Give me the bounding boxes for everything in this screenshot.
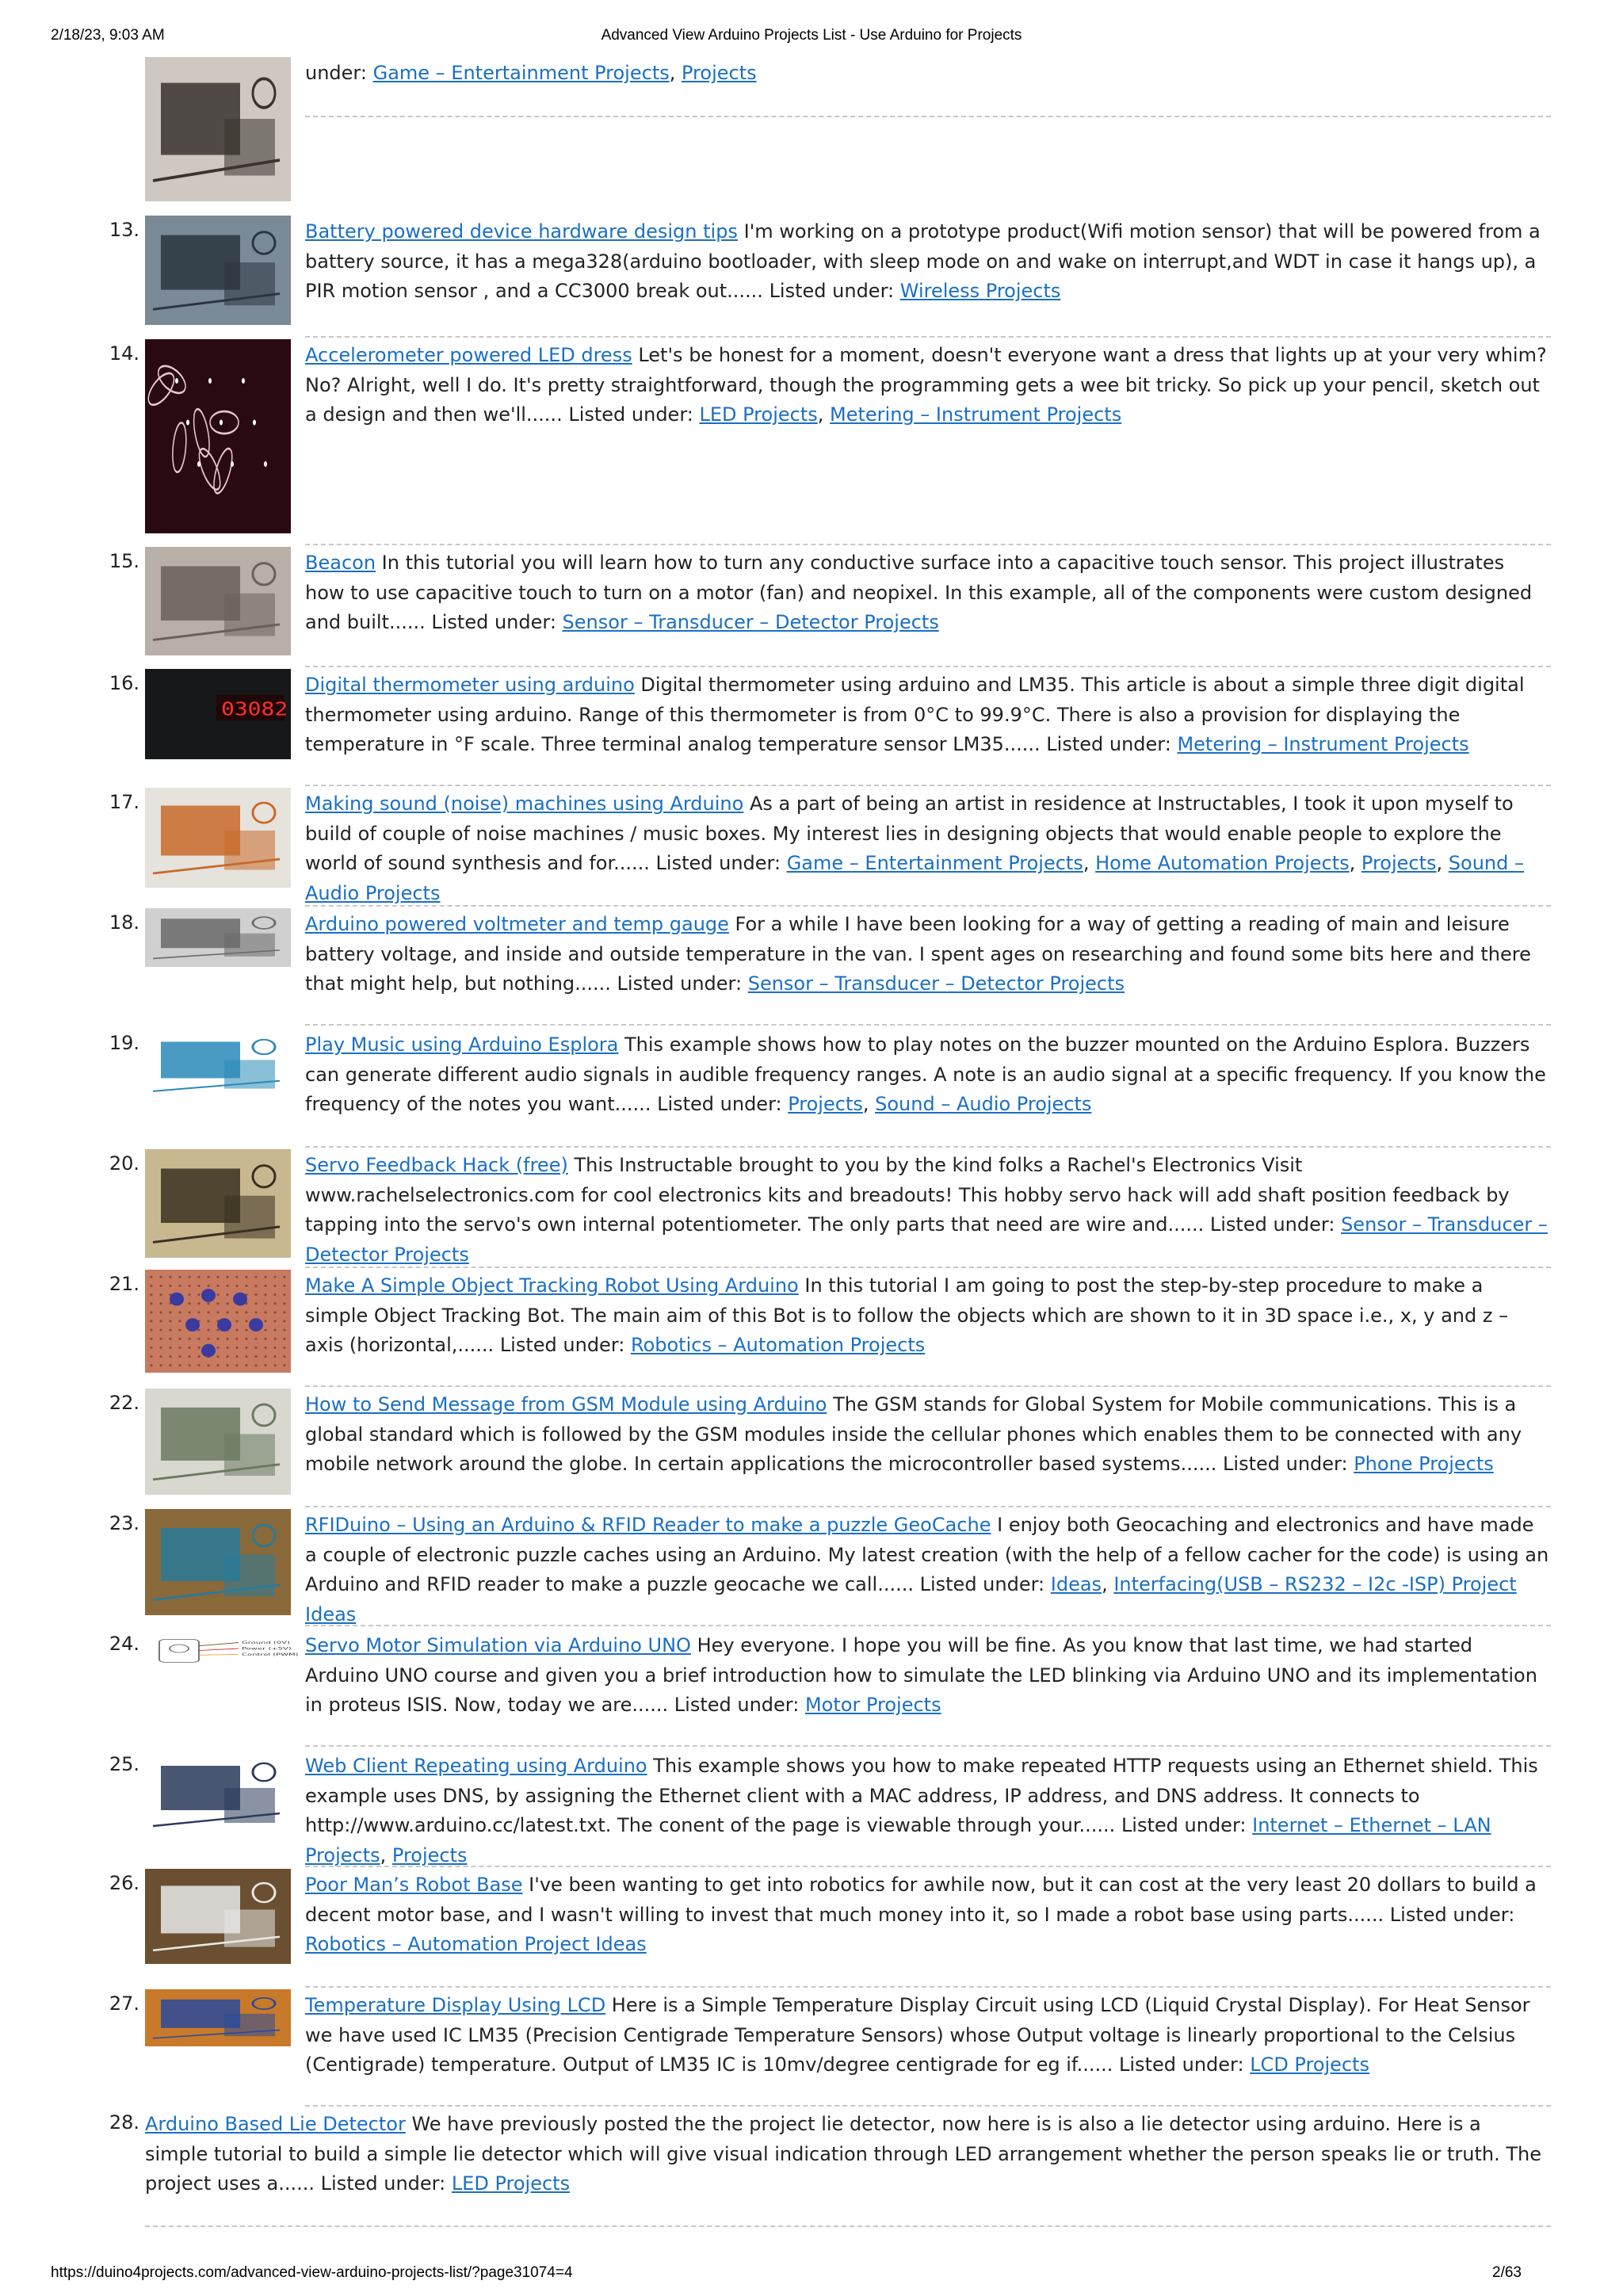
- category-separator: ,: [1349, 852, 1361, 875]
- category-link-interfacing-usb-rs232-i2c-isp-project-ideas[interactable]: Interfacing(USB – RS232 – I2c -ISP) Project Ideas: [305, 1573, 1517, 1626]
- svg-text:03082: 03082: [221, 699, 288, 720]
- item-number: 18.: [109, 911, 139, 934]
- item-separator: [305, 336, 1551, 338]
- item-text: [305, 217, 1549, 307]
- item-text: [305, 789, 1549, 908]
- category-separator: ,: [817, 403, 831, 426]
- category-link-projects[interactable]: Projects: [682, 62, 757, 84]
- item-separator: [145, 2225, 1551, 2227]
- project-title-link[interactable]: Servo Feedback Hack (free): [305, 1154, 568, 1176]
- perfboard-photo-icon[interactable]: [145, 1270, 291, 1373]
- project-title-link[interactable]: Making sound (noise) machines using Arduino: [305, 793, 744, 815]
- item-number: 22.: [109, 1392, 139, 1414]
- item-number: 21.: [109, 1273, 139, 1295]
- servo-diagram-icon[interactable]: [145, 1629, 299, 1675]
- project-description: Hey everyone. I hope you will be fine. As you know that last time, we had started Arduino UNO course and given you a brief introduction how to simulate the LED blinking via Arduino UNO and its implementation in proteus ISIS. Now, today we are...... Listed under:: [305, 1634, 1537, 1717]
- item-text: [145, 2110, 1549, 2199]
- category-link-projects[interactable]: Projects: [391, 1843, 468, 1866]
- item-separator: [305, 1024, 1551, 1026]
- breadboard-photo-icon[interactable]: [145, 547, 291, 655]
- category-link-phone-projects[interactable]: Phone Projects: [1354, 1453, 1494, 1476]
- project-description: This example shows how to play notes on the buzzer mounted on the Arduino Esplora. Buzzers can generate different audio signals in audible frequency ranges. A note is an audio signal at a specific frequency. If you know the frequency of the notes you want...... Listed under:: [305, 1033, 1546, 1116]
- item-number: 25.: [109, 1753, 139, 1775]
- item-text: [305, 1631, 1549, 1721]
- category-link-wireless-projects[interactable]: Wireless Projects: [899, 280, 1061, 303]
- gsm-module-photo-icon[interactable]: [145, 1389, 291, 1495]
- svg-text:Power (+5V): Power (+5V): [242, 1646, 292, 1651]
- robot-arm-photo-icon[interactable]: [145, 57, 291, 201]
- category-link-led-projects[interactable]: LED Projects: [699, 403, 818, 426]
- category-separator: ,: [862, 1093, 876, 1116]
- category-link-motor-projects[interactable]: Motor Projects: [804, 1694, 941, 1717]
- project-title-link[interactable]: Web Client Repeating using Arduino: [305, 1755, 647, 1777]
- category-separator: ,: [1083, 852, 1096, 875]
- item-text: [305, 1991, 1549, 2080]
- item-separator: [305, 1866, 1551, 1867]
- project-description: As a part of being an artist in residence at Instructables, I took it upon myself to build of couple of noise machines / music boxes. My interest lies in designing objects that would enable people to explore the world of sound synthesis and for...... Listed under:: [305, 793, 1514, 875]
- item-separator: [305, 1266, 1551, 1268]
- category-link-projects[interactable]: Projects: [1361, 852, 1437, 875]
- print-page-title: Advanced View Arduino Projects List - Use Arduino for Projects: [601, 27, 1022, 44]
- item-text: [305, 1151, 1549, 1270]
- item-text: [305, 1030, 1549, 1120]
- led-dress-photo-icon[interactable]: [145, 339, 291, 533]
- project-title-link[interactable]: Digital thermometer using arduino: [305, 674, 635, 696]
- project-description: Digital thermometer using arduino and LM35. This article is about a simple three digit digital thermometer using arduino. Range of this thermometer is from 0°C to 99.9°C. There is also a provision for displaying the temperature in °F scale. Three terminal analog temperature sensor LM35...... Listed under:: [305, 674, 1525, 756]
- project-title-link[interactable]: How to Send Message from GSM Module using Arduino: [305, 1393, 827, 1415]
- project-title-link[interactable]: Arduino Based Lie Detector: [145, 2113, 406, 2135]
- category-link-metering-instrument-projects[interactable]: Metering – Instrument Projects: [1177, 733, 1469, 756]
- category-link-sensor-transducer-detector-projects[interactable]: Sensor – Transducer – Detector Projects: [747, 972, 1125, 995]
- item-number: 23.: [109, 1512, 139, 1534]
- item-number: 28.: [109, 2111, 139, 2134]
- voltmeter-photo-icon[interactable]: [145, 908, 291, 967]
- project-description: I've been wanting to get into robotics for awhile now, but it can cost at the very least 20 dollars to build a decent motor base, and I wasn't willing to invest that much money into it, so I made a robot base using parts...... Listed under:: [305, 1874, 1537, 1926]
- category-link-home-automation-projects[interactable]: Home Automation Projects: [1095, 852, 1350, 875]
- category-link-sensor-transducer-detector-projects[interactable]: Sensor – Transducer – Detector Projects: [562, 611, 939, 634]
- item-separator: [305, 905, 1551, 907]
- project-title-link[interactable]: Battery powered device hardware design tips: [305, 220, 738, 243]
- category-link-metering-instrument-projects[interactable]: Metering – Instrument Projects: [830, 403, 1122, 426]
- project-description: The GSM stands for Global System for Mobile communications. This is a global standard which is followed by the GSM modules inside the cellular phones which enables them to be connected with any mobile network around the globe. In certain applications the microcontroller based systems...... Listed under:: [305, 1393, 1522, 1476]
- project-description: I enjoy both Geocaching and electronics and have made a couple of electronic puzzle caches using an Arduino. My latest creation (with the help of a fellow cacher for the code) is using an Arduino and RFID reader to make a puzzle geocache we call...... Listed under:: [305, 1514, 1549, 1596]
- category-link-sound-audio-projects[interactable]: Sound – Audio Projects: [875, 1093, 1092, 1116]
- item-number: 15.: [109, 550, 139, 572]
- category-separator: ,: [669, 62, 682, 84]
- print-datetime: 2/18/23, 9:03 AM: [51, 27, 165, 44]
- project-description: Here is a Simple Temperature Display Circuit using LCD (Liquid Crystal Display). For Heat Sensor we have used IC LM35 (Precision Centigrade Temperature Sensors) whose Output voltage is linearly proportional to the Celsius (Centigrade) temperature. Output of LM35 IC is 10mv/degree centigrade for eg if...... Listed under:: [305, 1994, 1530, 2076]
- category-separator: ,: [1102, 1573, 1114, 1596]
- rfid-box-photo-icon[interactable]: [145, 1509, 291, 1615]
- item-separator: [305, 1146, 1551, 1148]
- item-number: 16.: [109, 672, 139, 694]
- robot-base-photo-icon[interactable]: [145, 1869, 291, 1964]
- item-number: 20.: [109, 1152, 139, 1175]
- print-footer: [51, 2264, 1572, 2288]
- item-text: [305, 341, 1549, 430]
- project-title-link[interactable]: Servo Motor Simulation via Arduino UNO: [305, 1634, 691, 1656]
- item-number: 24.: [109, 1633, 139, 1655]
- category-link-projects[interactable]: Projects: [788, 1093, 863, 1116]
- item-text: [305, 548, 1549, 638]
- category-link-lcd-projects[interactable]: LCD Projects: [1250, 2053, 1370, 2076]
- seven-segment-display-photo-icon[interactable]: [145, 669, 291, 759]
- category-link-robotics-automation-project-ideas[interactable]: Robotics – Automation Project Ideas: [305, 1933, 647, 1956]
- item-number: 14.: [109, 342, 139, 365]
- noise-machine-photo-icon[interactable]: [145, 788, 291, 888]
- category-link-game-entertainment-projects[interactable]: Game – Entertainment Projects: [372, 62, 670, 84]
- category-separator: ,: [1436, 852, 1449, 875]
- item-text: [305, 1870, 1549, 1960]
- item-text: [305, 1390, 1549, 1480]
- item-text: [305, 670, 1549, 760]
- item-separator: [305, 785, 1551, 786]
- item-text: [305, 1752, 1549, 1870]
- project-description: This Instructable brought to you by the kind folks a Rachel's Electronics Visit www.rachelselectronics.com for cool electronics kits and breadouts! This hobby servo hack will add shaft position feedback by tapping into the servo's own internal potentiometer. The only parts that need are wire and...... Listed under:: [305, 1154, 1510, 1236]
- project-description: This example shows you how to make repeated HTTP requests using an Ethernet shield. This example uses DNS, by assigning the Ethernet client with a MAC address, IP address, and DNS address. It connects to http://www.arduino.cc/latest.txt. The conent of the page is viewable through your...... Listed under:: [305, 1755, 1538, 1837]
- esplora-board-photo-icon[interactable]: [145, 1029, 291, 1102]
- item-separator: [305, 1625, 1551, 1626]
- item-separator: [305, 1745, 1551, 1747]
- project-description: In this tutorial I am going to post the step-by-step procedure to make a simple Object Tracking Bot. The main aim of this Bot is to follow the objects which are shown to it in 3D space i.e., x, y and z – axis (horizontal,...... Listed under:: [305, 1274, 1509, 1357]
- item-number: 13.: [109, 219, 139, 241]
- item-separator: [305, 1506, 1551, 1507]
- category-link-game-entertainment-projects[interactable]: Game – Entertainment Projects: [786, 852, 1083, 875]
- project-title-link[interactable]: Accelerometer powered LED dress: [305, 344, 632, 366]
- category-link-sound-audio-projects[interactable]: Sound – Audio Projects: [305, 852, 1524, 904]
- fragment-prefix: under:: [305, 62, 373, 84]
- print-page-number: 2/63: [1492, 2264, 1522, 2281]
- project-title-link[interactable]: Poor Man’s Robot Base: [305, 1874, 523, 1896]
- lcd-circuit-photo-icon[interactable]: [145, 1989, 291, 2046]
- item-number: 17.: [109, 791, 139, 813]
- item-number: 26.: [109, 1872, 139, 1894]
- category-separator: ,: [380, 1843, 392, 1866]
- category-link-robotics-automation-projects[interactable]: Robotics – Automation Projects: [630, 1334, 926, 1357]
- item-separator: [305, 666, 1551, 667]
- project-description: I'm working on a prototype product(Wifi motion sensor) that will be powered from a battery source, it has a mega328(arduino bootloader, with sleep mode on and wake on interrupt,and WDT in case it hangs up), a PIR motion sensor , and a CC3000 break out...... Listed under:: [305, 220, 1541, 303]
- project-description: Let's be honest for a moment, doesn't everyone want a dress that lights up at your very whim? No? Alright, well I do. It's pretty straightforward, though the programming gets a wee bit tricky. So pick up your pencil, sketch out a design and then we'll...... Listed under:: [305, 344, 1547, 426]
- item-separator: [305, 544, 1551, 545]
- item-text: [305, 1511, 1549, 1629]
- svg-text:Ground (0V): Ground (0V): [242, 1641, 290, 1645]
- item-text: [305, 910, 1549, 999]
- category-link-sensor-transducer-detector-projects[interactable]: Sensor – Transducer – Detector Projects: [305, 1213, 1548, 1266]
- print-url: https://duino4projects.com/advanced-view-arduino-projects-list/?page31074=4: [51, 2264, 573, 2281]
- item-text: [305, 59, 1549, 89]
- project-title-link[interactable]: Temperature Display Using LCD: [305, 1994, 606, 2016]
- item-separator: [305, 2105, 1551, 2107]
- circuit-board-photo-icon[interactable]: [145, 216, 291, 325]
- print-header: [51, 27, 1572, 51]
- item-separator: [305, 116, 1551, 117]
- project-title-link[interactable]: Make A Simple Object Tracking Robot Using Arduino: [305, 1274, 799, 1297]
- multimeter-photo-icon[interactable]: [145, 1149, 291, 1258]
- project-title-link[interactable]: Beacon: [305, 552, 376, 574]
- project-description: In this tutorial you will learn how to turn any conductive surface into a capacitive touch sensor. This project illustrates how to use capacitive touch to turn on a motor (fan) and neopixel. In this example, all of the components were custom designed and built...... Listed under:: [305, 552, 1533, 634]
- project-title-link[interactable]: RFIDuino – Using an Arduino & RFID Reader to make a puzzle GeoCache: [305, 1514, 991, 1536]
- item-separator: [305, 1385, 1551, 1387]
- item-number: 19.: [109, 1032, 139, 1054]
- category-link-led-projects[interactable]: LED Projects: [451, 2172, 571, 2195]
- ethernet-shield-photo-icon[interactable]: [145, 1750, 291, 1839]
- item-text: [305, 1271, 1549, 1361]
- category-link-ideas[interactable]: Ideas: [1050, 1573, 1102, 1596]
- category-link-internet-ethernet-lan-projects[interactable]: Internet – Ethernet – LAN Projects: [305, 1814, 1491, 1866]
- item-separator: [305, 1986, 1551, 1988]
- project-description: We have previously posted the the project lie detector, now here is is also a lie detector using arduino. Here is a simple tutorial to build a simple lie detector which will give visual indication through LED arrangement whether the person speaks lie or truth. The project uses a...... Listed under:: [145, 2113, 1541, 2195]
- item-number: 27.: [109, 1992, 139, 2015]
- project-title-link[interactable]: Play Music using Arduino Esplora: [305, 1033, 619, 1056]
- project-description: For a while I have been looking for a way of getting a reading of main and leisure battery voltage, and inside and outside temperature in the van. I spent ages on researching and found some bits here and there that might help, but nothing...... Listed under:: [305, 913, 1531, 995]
- project-title-link[interactable]: Arduino powered voltmeter and temp gauge: [305, 913, 729, 935]
- svg-text:Control (PWM): Control (PWM): [242, 1652, 299, 1657]
